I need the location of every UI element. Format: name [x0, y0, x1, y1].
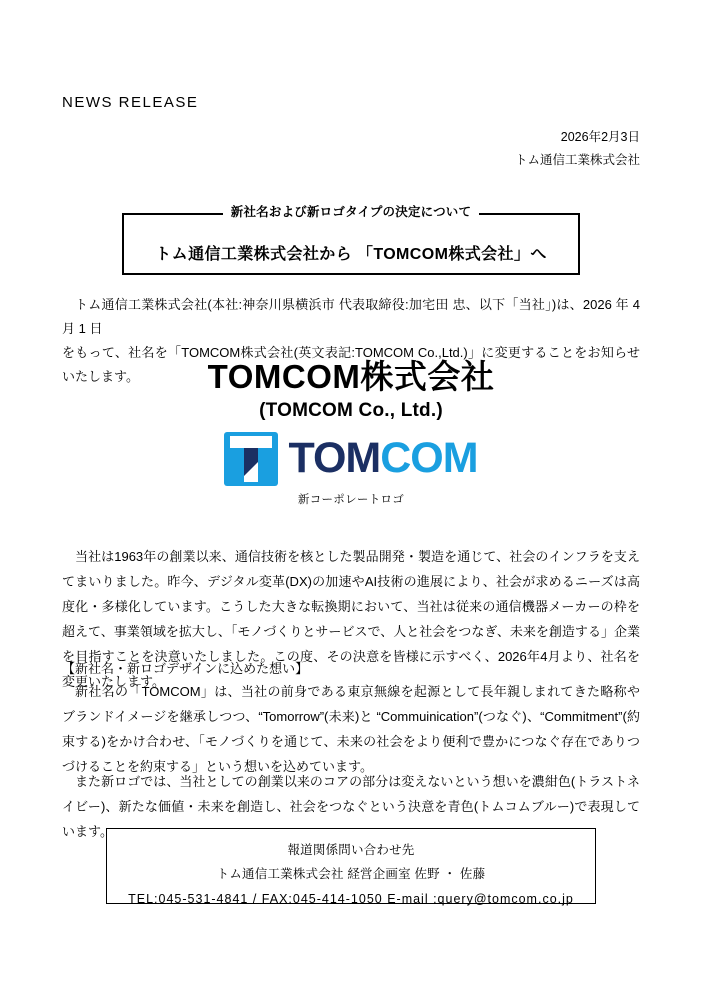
- body-paragraph-1-text: 当社は1963年の創業以来、通信技術を核とした製品開発・製造を通じて、社会のインフラを支えてまいりました。昨今、デジタル変革(DX)の加速やAI技術の進展により、社会が求めるニーズは高度化・多様化しています。こうした大きな転換期において、当社は従来の通信機器メーカーの枠を超えて、事業領域を拡大し、「モノづくりとサービスで、人と社会をつなぎ、未来を創造する」企業を目指すことを決意いたしました。この度、その決意を皆様に示すべく、2026年4月より、社名を変更いたします。: [62, 549, 640, 689]
- lead-line-1: トム通信工業株式会社(本社:神奈川県横浜市 代表取締役:加宅田 忠、以下「当社」)は、2026 年 4 月 1 日: [62, 297, 640, 337]
- issuing-company: トム通信工業株式会社: [514, 153, 640, 168]
- document-meta: [515, 126, 640, 172]
- news-release-label: NEWS RELEASE: [62, 94, 199, 111]
- body-paragraph-2-text: 新社名の「TOMCOM」は、当社の前身である東京無線を起源として長年親しまれてきた略称やブランドイメージを継承しつつ、“Tomorrow”(未来)と “Commuinication”(つなぐ)、“Commitment”(約束する)をかけ合わせ、「モノづくりを通じて、未来の社会をより便利で豊かにつなぐ存在でありつづけることを約束する」という想いを込めています。: [62, 684, 640, 774]
- brand-name-jp: TOMCOM株式会社: [207, 358, 495, 395]
- body-paragraph-2: [62, 680, 640, 780]
- brand-block: [0, 358, 702, 507]
- title-box: [122, 205, 580, 275]
- logo-text-com: COM: [380, 434, 478, 483]
- logo-caption: 新コーポレートロゴ: [297, 493, 405, 506]
- lead-line-2: をもって、社名を「TOMCOM株式会社(英文表記:TOMCOM Co.,Ltd.)」に変更することをお知らせいたします。: [62, 345, 640, 385]
- contact-box: [106, 828, 596, 904]
- logo-text-tom: TOM: [288, 434, 381, 483]
- title-subtitle: 新社名および新ロゴタイプの決定について: [223, 206, 479, 219]
- contact-title: 報道関係問い合わせ先: [287, 843, 415, 857]
- body-paragraph-3-text: また新ロゴでは、当社としての創業以来のコアの部分は変えないという想いを濃紺色(トラストネイビー)、新たな価値・未来を創造し、社会をつなぐという決意を青色(トムコムブルー)で表現しています。: [62, 774, 640, 839]
- release-date: 2026年2月3日: [560, 130, 640, 144]
- section-heading: 【新社名・新ロゴデザインに込めた想い】: [62, 661, 309, 676]
- contact-department: トム通信工業株式会社 経営企画室 佐野 ・ 佐藤: [216, 867, 486, 882]
- tomcom-logo-text: [288, 434, 478, 483]
- title-main: トム通信工業株式会社から 「TOMCOM株式会社」へ: [155, 246, 547, 263]
- brand-name-en: (TOMCOM Co., Ltd.): [259, 399, 443, 421]
- corporate-logo: [0, 432, 702, 486]
- contact-tel-fax-email: TEL:045-531-4841 / FAX:045-414-1050 E-mail :query@tomcom.co.jp: [128, 891, 574, 906]
- tomcom-logo-mark-icon: [224, 432, 278, 486]
- title-subtitle-wrap: [124, 206, 578, 219]
